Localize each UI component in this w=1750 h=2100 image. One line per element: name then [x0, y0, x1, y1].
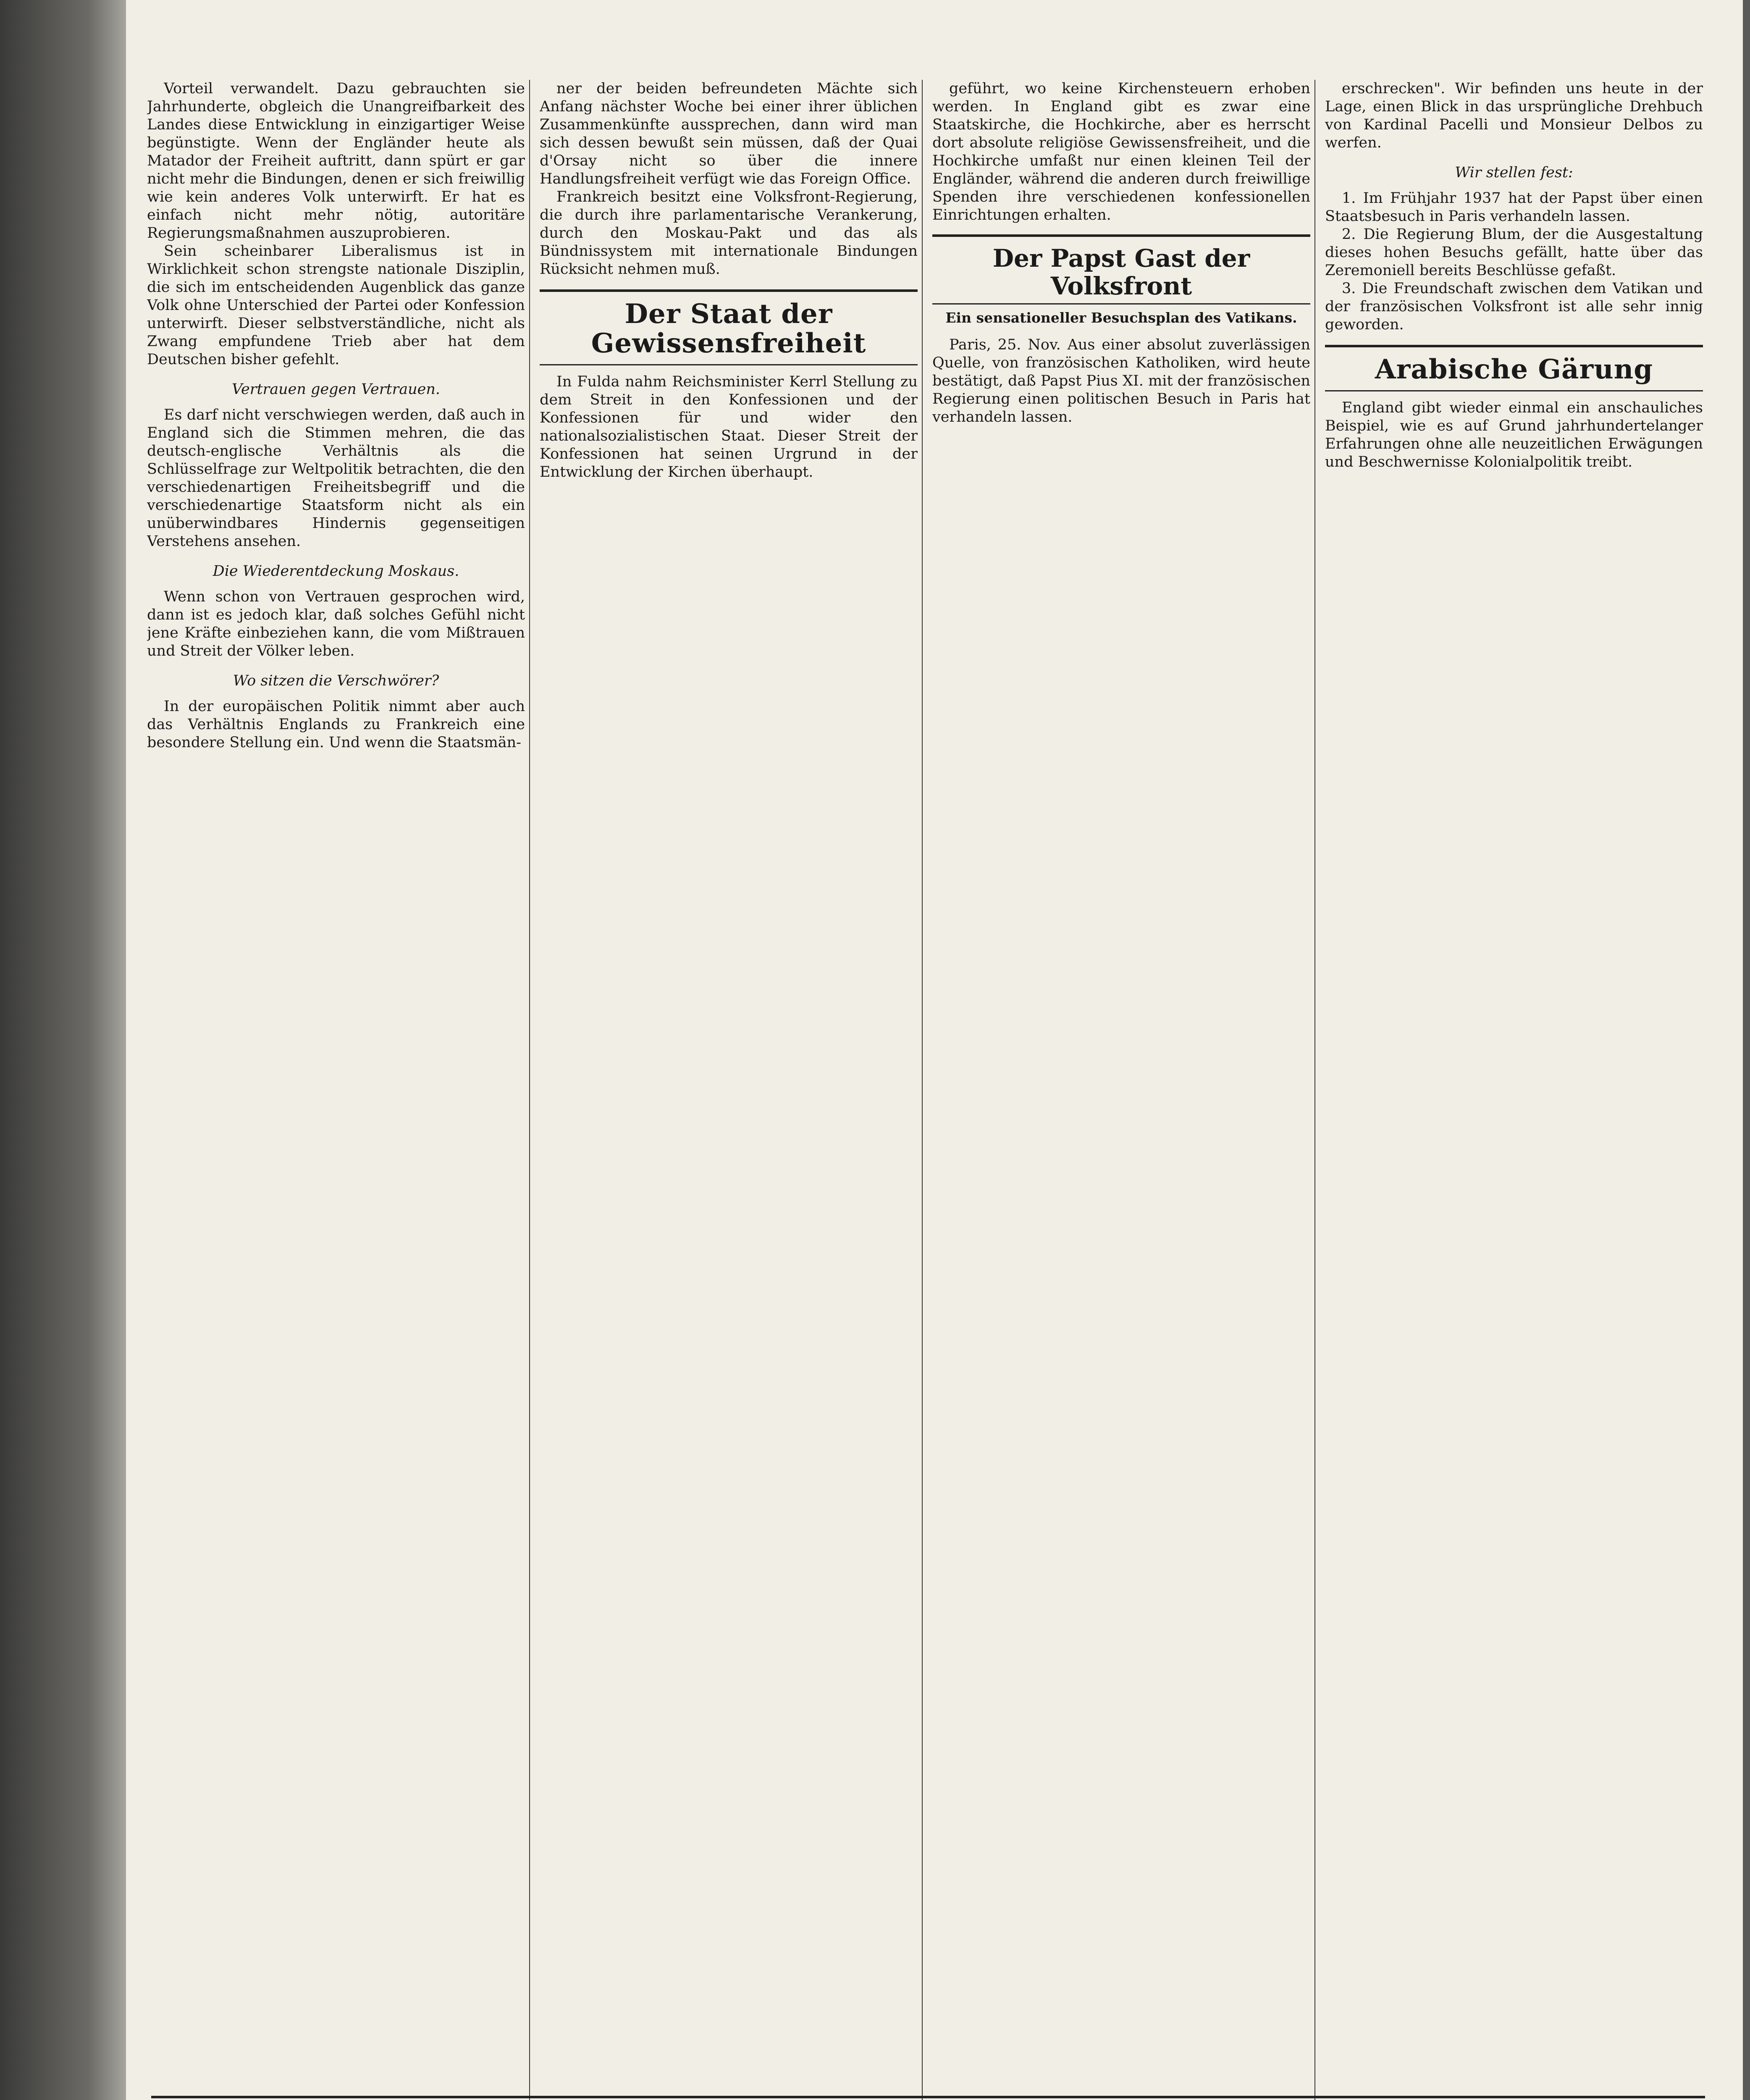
paragraph: Sein scheinbarer Liberalismus ist in Wirklichkeit schon strengste nationale Disziplin, die sich im entscheidenden Augenblick das ganze Volk ohne Unterschied der Partei oder Konfession unterwirft. Dieser selbstverständliche, nicht als Zwang empfundene Trieb aber hat dem Deutschen bisher gefehlt. — [147, 243, 525, 368]
list-item: 3. Die Freundschaft zwischen dem Vatikan und der französischen Volksfront ist alle sehr innig geworden. — [1325, 280, 1703, 333]
paragraph: erschrecken". Wir befinden uns heute in der Lage, einen Blick in das ursprüngliche Drehbuch von Kardinal Pacelli und Monsieur Delbos zu werfen. — [1325, 80, 1703, 151]
newspaper-page — [126, 0, 1743, 2100]
paragraph: Es darf nicht verschwiegen werden, daß auch in England sich die Stimmen mehren, die das deutsch-englische Verhältnis als die Schlüsselfrage zur Weltpolitik betrachten, die den verschiedenartigen Freiheitsbegriff und die verschiedenartige Staatsform nicht als ein unüberwindbares Hindernis gegenseitigen Verstehens ansehen. — [147, 407, 525, 550]
section-rule — [151, 2096, 1705, 2098]
paragraph: ner der beiden befreundeten Mächte sich Anfang nächster Woche bei einer ihrer üblichen Zusammenkünfte aussprechen, dann wird man sich dessen bewußt sein müssen, daß der Quai d'Orsay nicht so über die innere Handlungsfreiheit verfügt wie das Foreign Office. — [540, 80, 918, 187]
paragraph: England gibt wieder einmal ein anschauliches Beispiel, wie es auf Grund jahrhundertelanger Erfahrungen ohne alle neuzeitlichen Erwägungen und Beschwernisse Kolonialpolitik treibt. — [1325, 399, 1703, 470]
article-headline: Der Papst Gast der Volksfront — [932, 234, 1310, 304]
subheading: Wo sitzen die Verschwörer? — [233, 672, 439, 689]
subheading: Wir stellen fest: — [1455, 164, 1573, 181]
paragraph: Frankreich besitzt eine Volksfront-Regierung, die durch ihre parlamentarische Verankerung, durch den Moskau-Pakt und das als Bündnissystem mit internationale Bindungen Rücksicht nehmen muß. — [540, 189, 918, 278]
list-item: 2. Die Regierung Blum, der die Ausgestaltung dieses hohen Besuchs gefällt, hatte über das Zeremoniell bereits Beschlüsse gefaßt. — [1325, 226, 1703, 279]
column-4 — [1325, 80, 1703, 2096]
paragraph: In der europäischen Politik nimmt aber auch das Verhältnis Englands zu Frankreich eine besondere Stellung ein. Und wenn die Staatsmän- — [147, 698, 525, 751]
list-item: 1. Im Frühjahr 1937 hat der Papst über einen Staatsbesuch in Paris verhandeln lassen. — [1325, 190, 1703, 225]
column-rule — [922, 80, 923, 2100]
article-subtitle: Ein sensationeller Besuchsplan des Vatikans. — [945, 310, 1297, 326]
subheading: Vertrauen gegen Vertrauen. — [231, 381, 441, 398]
column-3 — [932, 80, 1310, 2096]
column-2 — [540, 80, 918, 2096]
paragraph: Paris, 25. Nov. Aus einer absolut zuverlässigen Quelle, von französischen Katholiken, wird heute bestätigt, daß Papst Pius XI. mit der französischen Regierung einen politischen Besuch in Paris hat verhandeln lassen. — [932, 336, 1310, 425]
subheading: Die Wiederentdeckung Moskaus. — [213, 563, 459, 580]
paragraph: In Fulda nahm Reichsminister Kerrl Stellung zu dem Streit in den Konfessionen und der Konfessionen für und wider den nationalsozialistischen Staat. Dieser Streit der Konfessionen hat seinen Urgrund in der Entwicklung der Kirchen überhaupt. — [540, 373, 918, 480]
article-headline: Der Staat der Gewissensfreiheit — [540, 289, 918, 365]
paragraph: Wenn schon von Vertrauen gesprochen wird, dann ist es jedoch klar, daß solches Gefühl nicht jene Kräfte einbeziehen kann, die vom Mißtrauen und Streit der Völker leben. — [147, 588, 525, 659]
article-headline: Arabische Gärung — [1325, 345, 1703, 391]
paragraph: Vorteil verwandelt. Dazu gebrauchten sie Jahrhunderte, obgleich die Unangreifbarkeit des Landes diese Entwicklung in einzigartiger Weise begünstigte. Wenn der Engländer heute als Matador der Freiheit auftritt, dann spürt er gar nicht mehr die Bindungen, denen er sich freiwillig wie kein anderes Volk unterwirft. Er hat es einfach nicht mehr nötig, autoritäre Regierungsmaßnahmen auszuprobieren. — [147, 80, 525, 242]
column-1 — [147, 80, 525, 2096]
column-rule — [1314, 80, 1315, 2100]
paragraph: geführt, wo keine Kirchensteuern erhoben werden. In England gibt es zwar eine Staatskirche, die Hochkirche, aber es herrscht dort absolute religiöse Gewissensfreiheit, und die Hochkirche umfaßt nur einen kleinen Teil der Engländer, während die anderen durch freiwillige Spenden ihre verschiedenen konfessionellen Einrichtungen erhalten. — [932, 80, 1310, 223]
book-binding — [0, 0, 126, 2100]
column-rule — [529, 80, 530, 2100]
